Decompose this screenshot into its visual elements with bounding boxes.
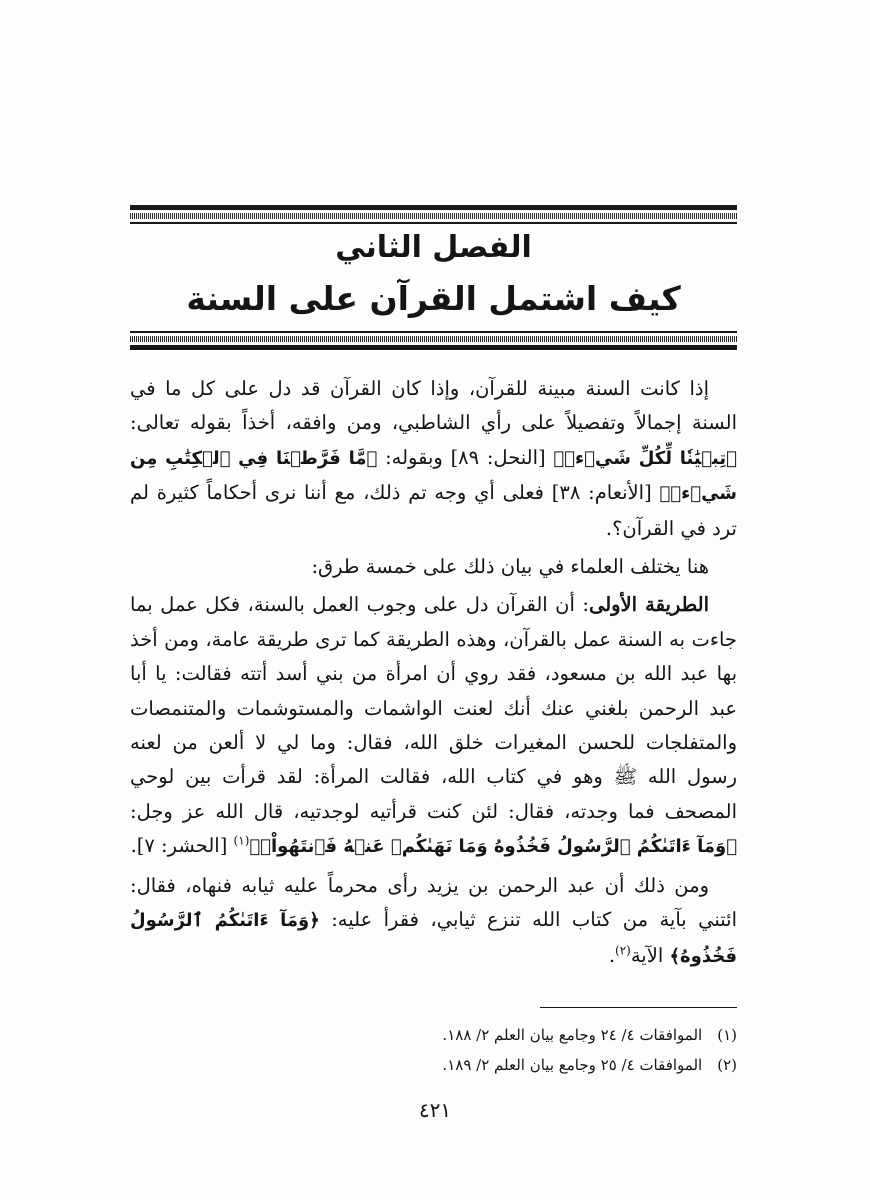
- method-heading: الطريقة الأولى: [588, 593, 709, 617]
- footnote-item: (١) الموافقات ٤/ ٢٤ وجامع بيان العلم ٢/ ١٨٨.: [442, 1026, 737, 1044]
- footnote-separator: [540, 1007, 737, 1008]
- quran-verse: ﴿وَمَآ ءَاتَىٰكُمُ ٱلرَّسُولُ فَخُذُوهُ﴾: [130, 910, 737, 967]
- body-text: [130, 372, 737, 974]
- quran-verse: ﴿مَّا فَرَّطۡنَا فِي ٱلۡكِتَٰبِ مِن شَيۡءٖ﴾: [130, 447, 737, 505]
- paragraph-4: ومن ذلك أن عبد الرحمن بن يزيد رأى محرماً عليه ثيابه فنهاه، فقال: ائتني بآية من كتاب الله تنزع ثيابي، فقرأ عليه: ﴿وَمَآ ءَاتَىٰكُمُ ٱلرَّسُولُ فَخُذُوهُ﴾ الآية$^{(٢)}$.: [130, 873, 737, 967]
- paragraph-3: الطريقة الأولى: أن القرآن دل على وجوب العمل بالسنة، فكل عمل بما جاءت به السنة عمل بالقرآن، وهذه الطريقة كما ترى طريقة عامة، ومن أخذ بها عبد الله بن مسعود، فقد روي أن امرأة من بني أسد أتته فقالت: يا أبا عبد الرحمن بلغني عنك أنك لعنت الواشمات والمستوشمات والمتنمصات والمتفلجات للحسن المغيرات خلق الله، فقال: وما لي لا ألعن من لعنه رسول الله ﷺ وهو في كتاب الله، فقالت المرأة: لقد قرأت بين لوحي المصحف فما وجدته، فقال: لئن كنت قرأتيه لوجدتيه، قال الله عز وجل: ﴿وَمَآ ءَاتَىٰكُمُ ٱلرَّسُولُ فَخُذُوهُ وَمَا نَهَىٰكُمۡ عَنۡهُ فَٱنتَهُواْۚ﴾$^{(١)}$ [الحشر: ٧].: [130, 593, 737, 858]
- quran-verse: ﴿تِبۡيَٰنٗا لِّكُلِّ شَيۡءٖ﴾: [553, 447, 737, 469]
- footnote-ref[interactable]: (٢): [615, 943, 631, 957]
- chapter-subtitle: كيف اشتمل القرآن على السنة: [186, 279, 681, 318]
- header-bottom-rule: [130, 331, 737, 350]
- footnote-item: (٢) الموافقات ٤/ ٢٥ وجامع بيان العلم ٢/ ١٨٩.: [442, 1056, 737, 1074]
- footnotes: [380, 1020, 737, 1080]
- quran-verse: ﴿وَمَآ ءَاتَىٰكُمُ ٱلرَّسُولُ فَخُذُوهُ وَمَا نَهَىٰكُمۡ عَنۡهُ فَٱنتَهُواْۚ﴾: [249, 836, 737, 858]
- paragraph-1: إذا كانت السنة مبينة للقرآن، وإذا كان القرآن قد دل على كل ما في السنة إجمالاً وتفصيلاً على رأي الشاطبي، ومن وافقه، أخذاً بقوله تعالى: ﴿تِبۡيَٰنٗا لِّكُلِّ شَيۡءٖ﴾ [النحل: ٨٩] وبقوله: ﴿مَّا فَرَّطۡنَا فِي ٱلۡكِتَٰبِ مِن شَيۡءٖ﴾ [الأنعام: ٣٨] فعلى أي وجه تم ذلك، مع أننا نرى أحكاماً كثيرة لم ترد في القرآن؟.: [130, 377, 737, 540]
- chapter-title: الفصل الثاني: [335, 230, 532, 265]
- header-top-rule: [130, 205, 737, 224]
- page-number: ٤٢١: [418, 1098, 452, 1122]
- footnote-ref[interactable]: (١): [233, 833, 250, 848]
- paragraph-2: هنا يختلف العلماء في بيان ذلك على خمسة طرق:: [311, 555, 709, 579]
